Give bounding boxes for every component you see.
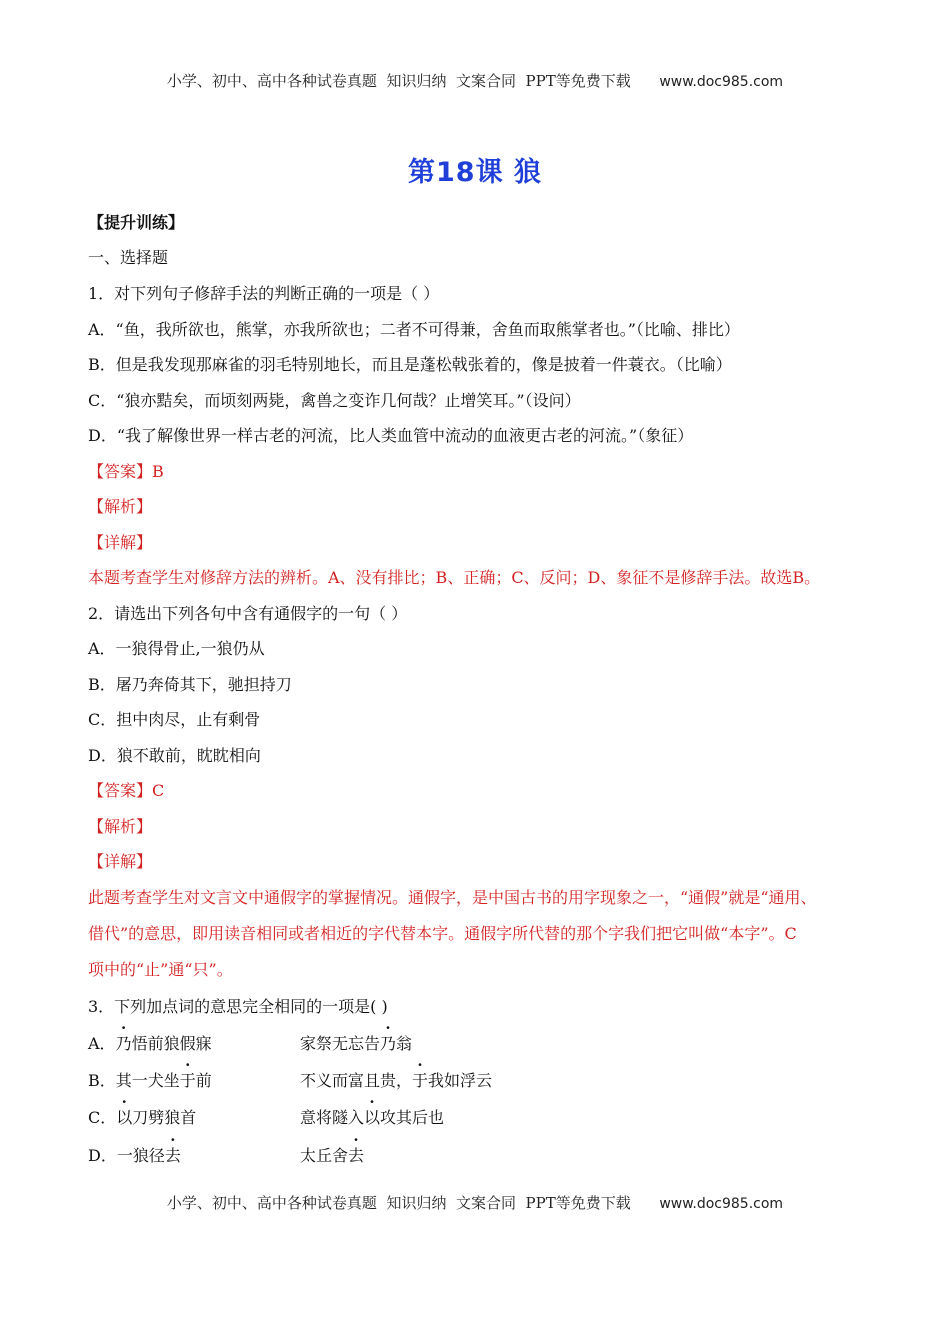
q2-detail-label: 【详解】 [88, 852, 153, 871]
q2-explanation-3: 项中的“止”通“只”。 [88, 960, 233, 979]
q1-option-d: D．“我了解像世界一样古老的河流，比人类血管中流动的血液更古老的河流。”（象征） [88, 426, 694, 445]
q1-analysis-label: 【解析】 [88, 497, 153, 516]
emphasis-dot-char: 以 [364, 1108, 381, 1127]
q2-stem: 2．请选出下列各句中含有通假字的一句（ ） [88, 604, 408, 623]
emphasis-dot-char: 乃 [380, 1034, 397, 1053]
q1-option-a: A．“鱼，我所欲也，熊掌，亦我所欲也；二者不可得兼，舍鱼而取熊掌者也。”（比喻、排比） [88, 320, 740, 339]
q1-answer: 【答案】B [88, 462, 164, 481]
q3-option-b: B．其一犬坐于前 [88, 1071, 212, 1090]
q2-analysis-label: 【解析】 [88, 817, 153, 836]
header-text: 小学、初中、高中各种试卷真题 知识归纳 文案合同 PPT等免费下载 [166, 72, 631, 90]
emphasis-dot-char: 于 [179, 1071, 196, 1090]
emphasis-dot-char: 去 [348, 1146, 365, 1165]
q1-stem: 1．对下列句子修辞手法的判断正确的一项是（ ） [88, 284, 440, 303]
q1-detail-label: 【详解】 [88, 533, 153, 552]
q3-option-a-compare: 家祭无忘告乃翁 [300, 1034, 413, 1053]
header-site[interactable]: www.doc985.com [659, 74, 784, 90]
footer-text: 小学、初中、高中各种试卷真题 知识归纳 文案合同 PPT等免费下载 [166, 1194, 631, 1212]
q3-stem: 3．下列加点词的意思完全相同的一项是( ) [88, 997, 388, 1016]
page-title: 第18课 狼 [408, 157, 542, 188]
q3-option-c-compare: 意将隧入以攻其后也 [300, 1108, 445, 1127]
emphasis-dot-char: 于 [412, 1071, 429, 1090]
q3-option-b-compare: 不义而富且贵，于我如浮云 [300, 1071, 493, 1090]
footer-site[interactable]: www.doc985.com [659, 1196, 784, 1212]
q3-option-a: A．乃悟前狼假寐 [88, 1034, 212, 1053]
q1-explanation: 本题考查学生对修辞方法的辨析。A、没有排比；B、正确；C、反问；D、象征不是修辞手法。故选B。 [88, 568, 821, 587]
q2-option-b: B．屠乃奔倚其下，驰担持刀 [88, 675, 292, 694]
emphasis-dot-char: 以 [116, 1108, 133, 1127]
q2-answer: 【答案】C [88, 781, 165, 800]
section-label: 【提升训练】 [88, 213, 185, 232]
q2-explanation-2: 借代”的意思，即用读音相同或者相近的字代替本字。通假字所代替的那个字我们把它叫做“本字”。C [88, 924, 797, 943]
emphasis-dot-char: 去 [164, 1146, 181, 1165]
q3-option-d-compare: 太丘舍去 [300, 1146, 365, 1165]
page-footer [0, 1192, 950, 1213]
q1-option-c: C．“狼亦黠矣，而顷刻两毙，禽兽之变诈几何哉？止增笑耳。”（设问） [88, 391, 581, 410]
q2-option-a: A．一狼得骨止,一狼仍从 [88, 639, 265, 658]
part-heading: 一、选择题 [88, 248, 169, 267]
page-header [0, 70, 950, 91]
q3-option-c: C．以刀劈狼首 [88, 1108, 197, 1127]
q2-explanation-1: 此题考查学生对文言文中通假字的掌握情况。通假字，是中国古书的用字现象之一，“通假”就是“通用、 [88, 888, 817, 907]
q2-option-d: D．狼不敢前，眈眈相向 [88, 746, 261, 765]
q1-option-b: B．但是我发现那麻雀的羽毛特别地长，而且是蓬松戟张着的，像是披着一件蓑衣。（比喻） [88, 355, 732, 374]
emphasis-dot-char: 乃 [115, 1034, 132, 1053]
q3-option-d: D．一狼径去 [88, 1146, 181, 1165]
q2-option-c: C．担中肉尽，止有剩骨 [88, 710, 261, 729]
